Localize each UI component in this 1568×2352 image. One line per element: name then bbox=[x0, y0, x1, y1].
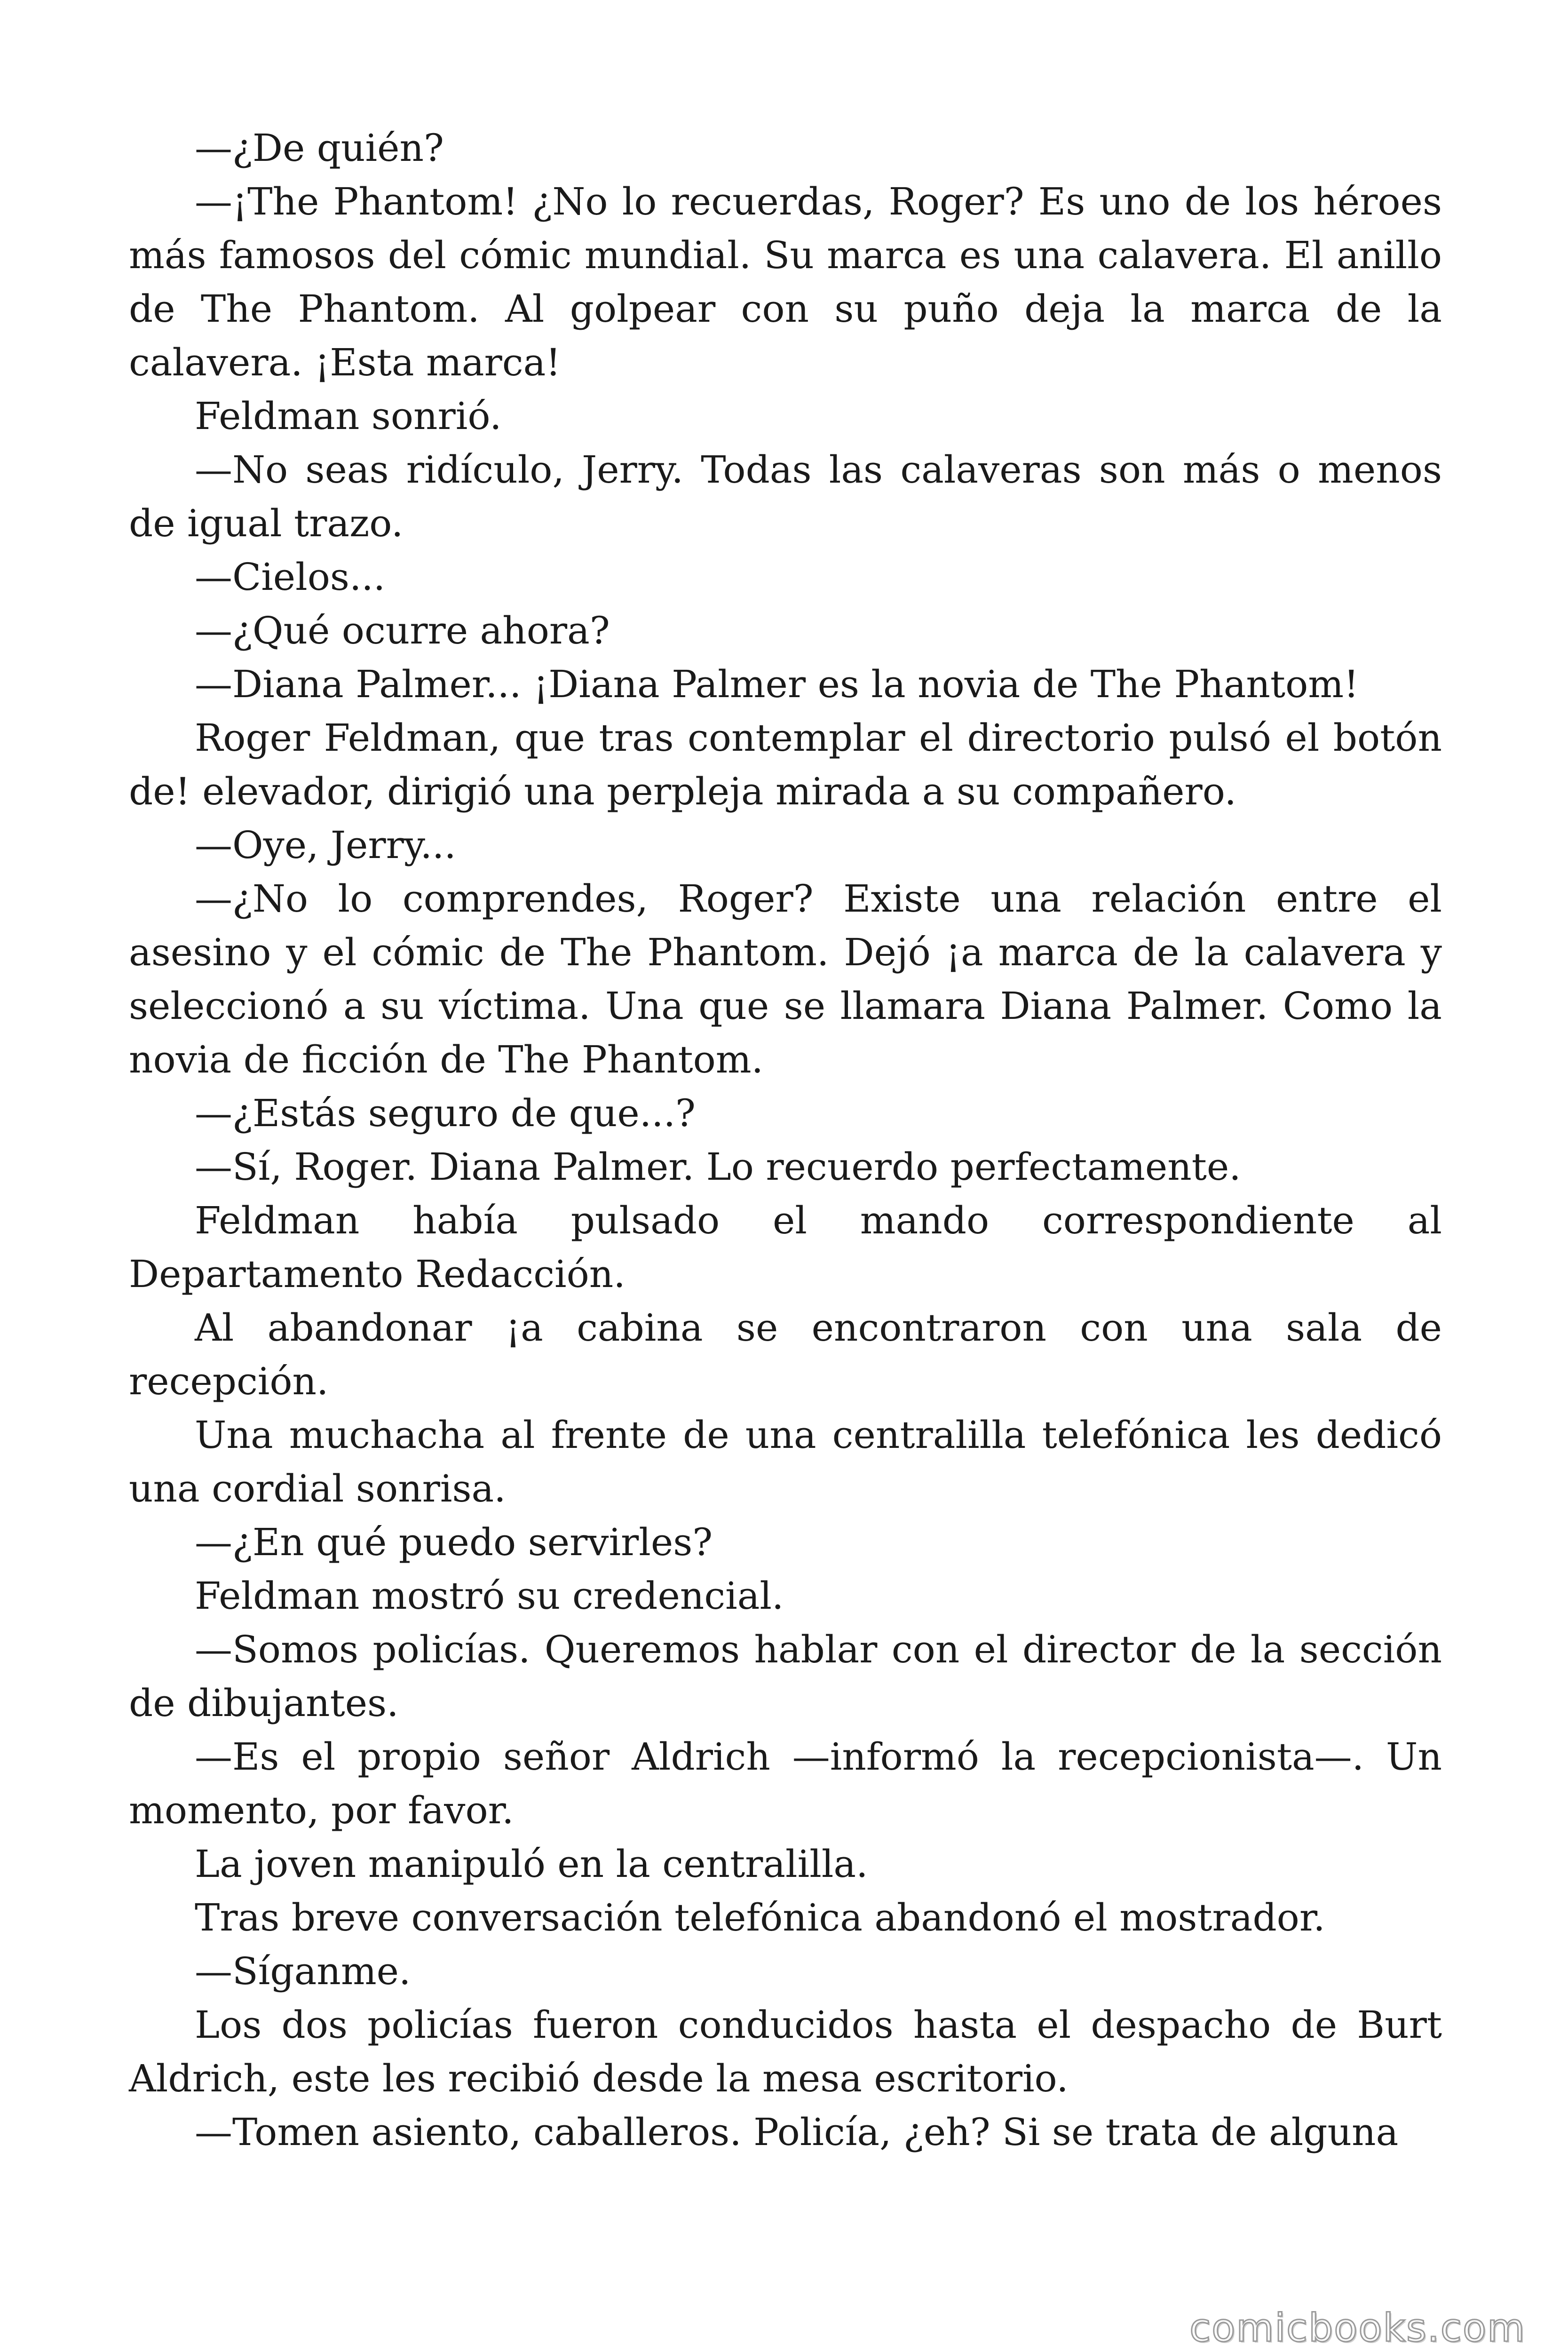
paragraph: —Tomen asiento, caballeros. Policía, ¿eh? Si se trata de alguna bbox=[195, 2110, 1399, 2154]
paragraph: —¿Qué ocurre ahora? bbox=[195, 609, 610, 652]
paragraph: —¿Estás seguro de que...? bbox=[195, 1091, 696, 1135]
watermark: comicbooks.com bbox=[1189, 2306, 1526, 2351]
paragraph: Feldman mostró su credencial. bbox=[195, 1574, 784, 1618]
paragraph: —¿No lo comprendes, Roger? Existe una relación entre el asesino y el cómic de The Phantom. Dejó ¡a marca de la calavera y seleccionó a su víctima. Una que se llamara Diana Palmer. Como la novia de ficción de The Phantom. bbox=[129, 877, 1442, 1081]
paragraph: —Oye, Jerry... bbox=[195, 823, 456, 867]
paragraph: Una muchacha al frente de una centralilla telefónica les dedicó una cordial sonrisa. bbox=[129, 1413, 1442, 1510]
paragraph: Feldman había pulsado el mando correspondiente al Departamento Redacción. bbox=[129, 1199, 1442, 1296]
paragraph: —Somos policías. Queremos hablar con el director de la sección de dibujantes. bbox=[129, 1628, 1442, 1725]
paragraph: Roger Feldman, que tras contemplar el directorio pulsó el botón de! elevador, dirigió una perpleja mirada a su compañero. bbox=[129, 716, 1442, 813]
paragraph: Los dos policías fueron conducidos hasta el despacho de Burt Aldrich, este les recibió desde la mesa escritorio. bbox=[129, 2003, 1442, 2100]
paragraph: —Sí, Roger. Diana Palmer. Lo recuerdo perfectamente. bbox=[195, 1145, 1241, 1189]
paragraph: —Cielos... bbox=[195, 555, 386, 599]
paragraph: —No seas ridículo, Jerry. Todas las calaveras son más o menos de igual trazo. bbox=[129, 448, 1442, 545]
paragraph: —Es el propio señor Aldrich —informó la recepcionista—. Un momento, por favor. bbox=[129, 1735, 1442, 1832]
paragraph: Tras breve conversación telefónica abandonó el mostrador. bbox=[195, 1896, 1325, 1939]
paragraph: —Diana Palmer... ¡Diana Palmer es la novia de The Phantom! bbox=[195, 662, 1359, 706]
paragraph: —¿De quién? bbox=[195, 126, 444, 170]
paragraph: —Síganme. bbox=[195, 1949, 411, 1993]
paragraph: Feldman sonrió. bbox=[195, 394, 502, 438]
paragraph: —¿En qué puedo servirles? bbox=[195, 1520, 713, 1564]
paragraph: La joven manipuló en la centralilla. bbox=[195, 1842, 868, 1886]
paragraph: —¡The Phantom! ¿No lo recuerdas, Roger? Es uno de los héroes más famosos del cómic mundial. Su marca es una calavera. El anillo de The Phantom. Al golpear con su puño deja la marca de la calavera. ¡Esta marca! bbox=[129, 180, 1442, 384]
body-text bbox=[129, 121, 1442, 2159]
paragraph: Al abandonar ¡a cabina se encontraron con una sala de recepción. bbox=[129, 1306, 1442, 1403]
